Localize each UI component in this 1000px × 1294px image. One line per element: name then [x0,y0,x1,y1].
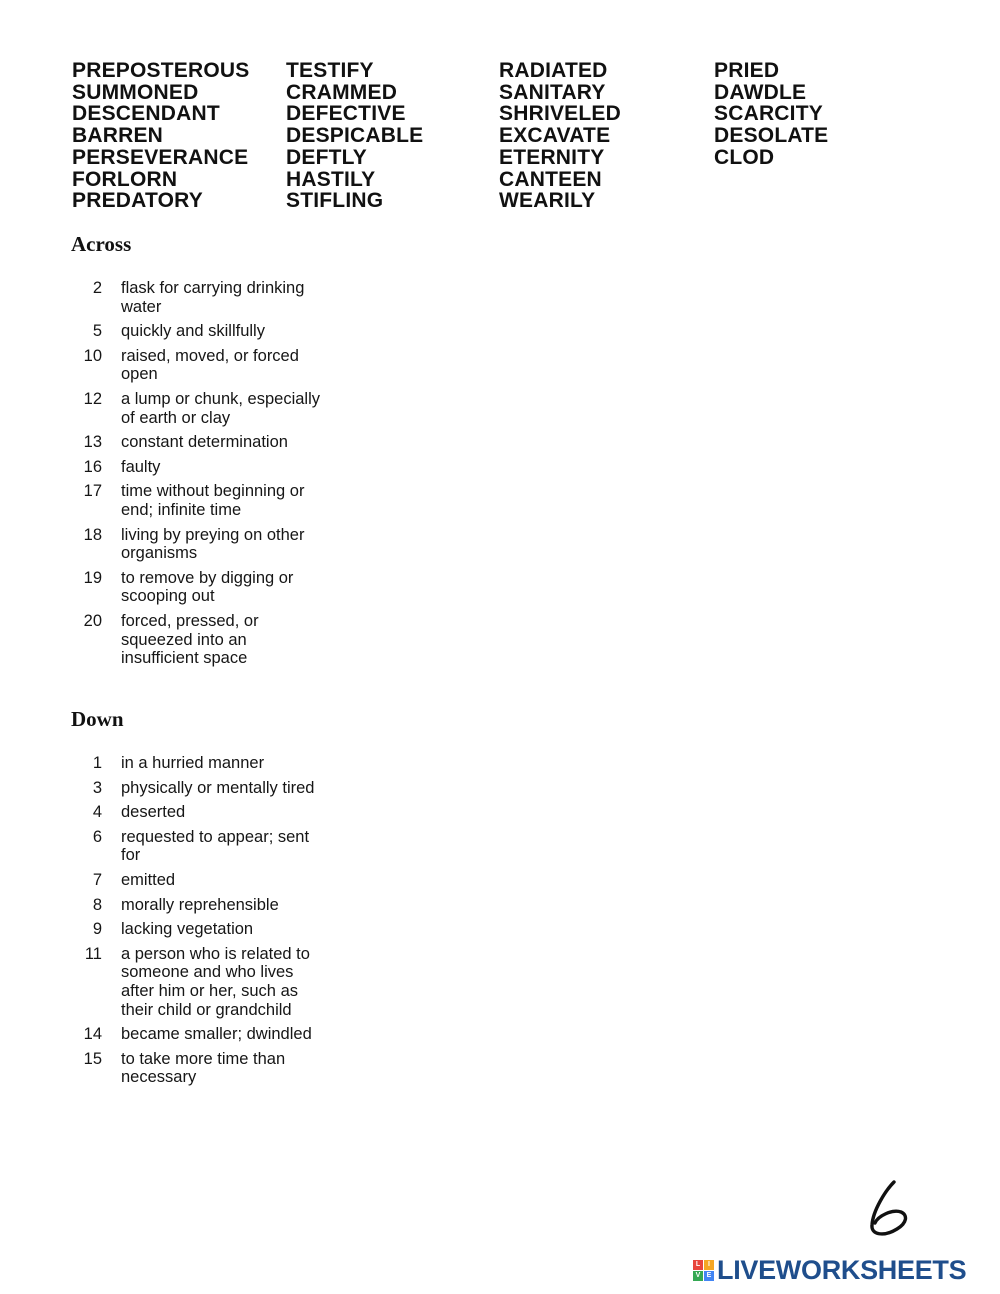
word-bank-word: ETERNITY [499,145,605,169]
down-clue [70,1050,340,1087]
word-bank-word: CLOD [714,145,775,169]
clue-number: 17 [83,482,102,501]
clue-number: 4 [92,803,102,822]
across-clue [70,612,340,668]
word-bank-word: STIFLING [286,189,384,213]
word-bank-word: PREDATORY [72,189,203,213]
down-clue [70,828,340,865]
word-bank-word: SANITARY [499,80,606,104]
across-heading: Across [71,232,132,256]
word-bank-word: DESPICABLE [286,124,424,148]
word-bank-word: EXCAVATE [499,124,611,148]
across-clue [70,569,340,606]
clue-text: to remove by digging or scooping out [121,568,294,606]
clue-text: in a hurried manner [121,754,265,772]
clue-number: 1 [92,754,102,772]
across-clue [70,347,340,384]
word-bank-word: DESCENDANT [72,102,220,126]
word-bank-word: SCARCITY [714,102,823,126]
clue-text: raised, moved, or forced open [121,346,299,384]
clue-text: lacking vegetation [121,920,254,939]
clue-text: constant determination [121,433,288,452]
clue-text: a person who is related to someone and who lives after him or her, such as their child or grandchild [121,944,310,1019]
clue-text: flask for carrying drinking water [121,279,305,316]
liveworksheets-logo [693,1255,966,1285]
word-bank-word: RADIATED [499,59,608,82]
clue-number: 9 [92,920,102,939]
clue-number: 5 [92,322,102,341]
clue-text: physically or mentally tired [121,778,315,797]
word-bank-column-4 [714,60,828,169]
logo-tile: I [704,1260,714,1270]
across-clue [70,526,340,563]
word-bank-column-3 [499,60,621,212]
word-bank-word: CRAMMED [286,80,398,104]
word-bank-word: TESTIFY [286,59,374,82]
clue-text: quickly and skillfully [121,322,265,341]
down-heading: Down [71,707,124,731]
word-bank-word: SHRIVELED [499,102,621,126]
clue-number: 11 [84,944,102,963]
clue-text: living by preying on other organisms [121,525,305,563]
down-clue [70,920,340,939]
word-bank-word: PERSEVERANCE [72,145,249,169]
word-bank-word: CANTEEN [499,167,602,191]
clue-text: became smaller; dwindled [121,1025,312,1044]
across-clue [70,482,340,519]
clue-number: 2 [92,279,102,297]
clue-text: emitted [121,870,176,889]
clue-text: time without beginning or end; infinite time [121,482,305,519]
across-clue [70,322,340,341]
clue-number: 12 [83,389,102,408]
clue-text: to take more time than necessary [121,1049,286,1087]
word-bank-word: DEFTLY [286,145,367,169]
down-clue [70,945,340,1019]
logo-tile: V [693,1271,703,1281]
clue-text: deserted [121,803,186,822]
clue-number: 20 [83,611,102,630]
word-bank-column-2 [286,60,423,212]
clue-number: 15 [83,1049,102,1068]
liveworksheets-icon [693,1260,714,1281]
word-bank-word: PRIED [714,59,780,82]
handwritten-page-number [860,1176,918,1240]
word-bank-word: DESOLATE [714,124,829,148]
clue-number: 18 [83,525,102,544]
clue-number: 6 [92,827,102,846]
down-clue [70,803,340,822]
clue-number: 10 [83,346,102,365]
logo-tile: E [704,1271,714,1281]
across-clue [70,390,340,427]
clue-number: 19 [83,568,102,587]
across-clue [70,458,340,477]
across-clue [70,433,340,452]
word-bank-word: DAWDLE [714,80,807,104]
clue-text: forced, pressed, or squeezed into an insufficient space [121,611,259,668]
down-clue [70,896,340,915]
word-bank-word: BARREN [72,124,164,148]
down-clue [70,1025,340,1044]
clue-text: morally reprehensible [121,895,279,914]
word-bank-word: SUMMONED [72,80,199,104]
clue-number: 13 [83,433,102,452]
clue-number: 7 [92,870,102,889]
clue-number: 3 [92,778,102,797]
word-bank-column-1 [72,60,249,212]
down-clue [70,871,340,890]
clue-number: 8 [92,895,102,914]
clue-number: 16 [83,457,102,476]
down-clue [70,779,340,798]
word-bank-word: HASTILY [286,167,376,191]
word-bank-word: WEARILY [499,189,596,213]
down-clue-list [70,754,340,1093]
clue-text: faulty [121,457,161,476]
across-clue [70,279,340,316]
clue-text: a lump or chunk, especially of earth or clay [121,389,321,427]
clue-number: 14 [83,1025,102,1044]
liveworksheets-wordmark: LIVEWORKSHEETS [717,1254,967,1285]
down-clue [70,754,340,773]
across-clue-list [70,279,340,674]
word-bank-word: DEFECTIVE [286,102,406,126]
logo-tile: L [693,1260,703,1270]
clue-text: requested to appear; sent for [121,827,310,865]
word-bank [72,60,932,212]
word-bank-word: PREPOSTEROUS [72,59,250,82]
word-bank-word: FORLORN [72,167,178,191]
